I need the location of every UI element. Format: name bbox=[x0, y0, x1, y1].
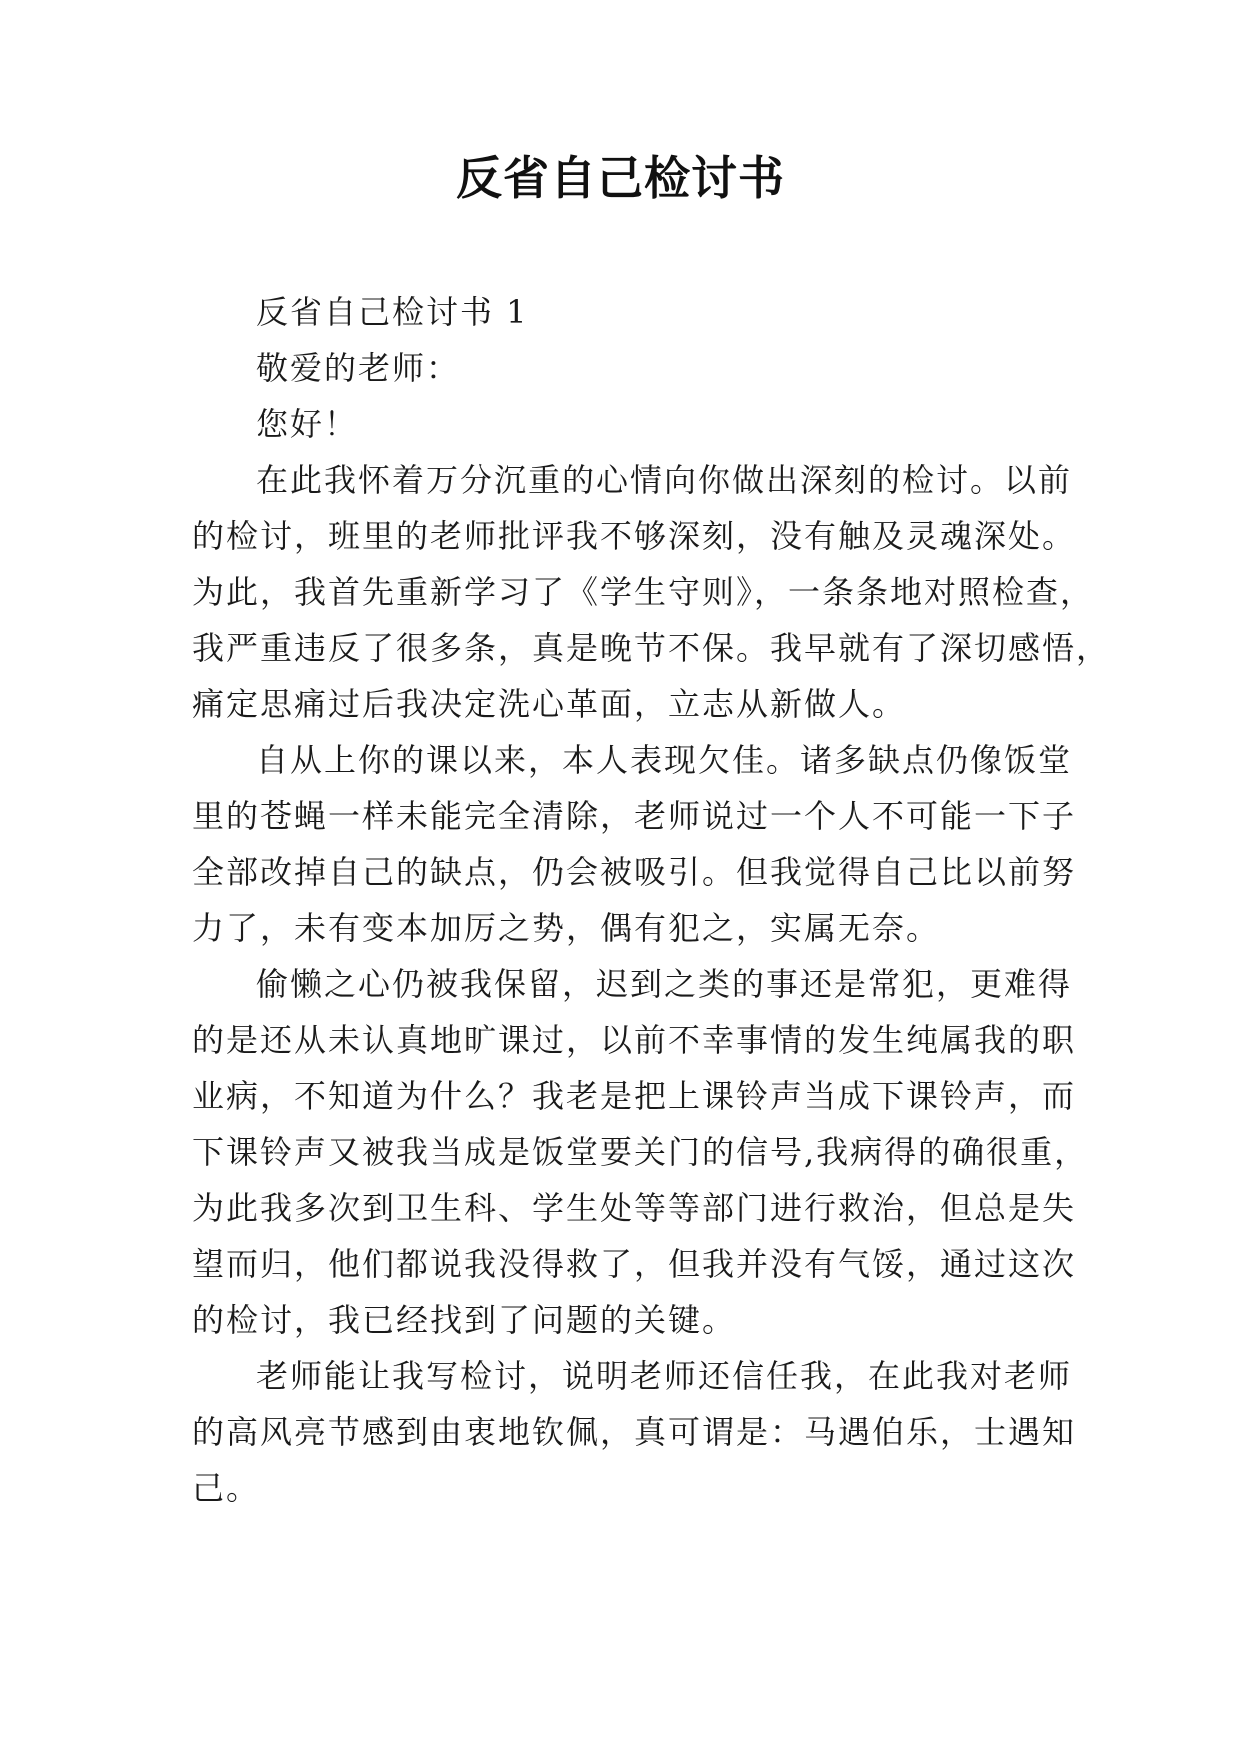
paragraph-3-line-6: 望而归，他们都说我没得救了，但我并没有气馁，通过这次 bbox=[192, 1245, 1077, 1283]
paragraph-3-line-4: 下课铃声又被我当成是饭堂要关门的信号,我病得的确很重， bbox=[192, 1133, 1089, 1171]
paragraph-2-line-1: 自从上你的课以来，本人表现欠佳。诸多缺点仍像饭堂 bbox=[256, 741, 1073, 779]
paragraph-3-line-1: 偷懒之心仍被我保留，迟到之类的事还是常犯，更难得 bbox=[256, 965, 1073, 1003]
paragraph-4-line-3: 己。 bbox=[192, 1469, 261, 1507]
paragraph-3-line-5: 为此我多次到卫生科、学生处等等部门进行救治，但总是失 bbox=[192, 1189, 1077, 1227]
paragraph-1-line-5: 痛定思痛过后我决定洗心革面，立志从新做人。 bbox=[192, 685, 907, 723]
paragraph-3-line-3: 业病，不知道为什么？我老是把上课铃声当成下课铃声，而 bbox=[192, 1077, 1077, 1115]
paragraph-2-line-2: 里的苍蝇一样未能完全清除，老师说过一个人不可能一下子 bbox=[192, 797, 1077, 835]
paragraph-1-line-1: 在此我怀着万分沉重的心情向你做出深刻的检讨。以前 bbox=[256, 461, 1073, 499]
paragraph-3-line-7: 的检讨，我已经找到了问题的关键。 bbox=[192, 1301, 737, 1339]
greeting: 您好！ bbox=[256, 405, 359, 443]
paragraph-3-line-2: 的是还从未认真地旷课过，以前不幸事情的发生纯属我的职 bbox=[192, 1021, 1077, 1059]
paragraph-4-line-1: 老师能让我写检讨，说明老师还信任我，在此我对老师 bbox=[256, 1357, 1073, 1395]
document-title: 反省自己检讨书 bbox=[456, 151, 785, 205]
paragraph-2-line-4: 力了，未有变本加厉之势，偶有犯之，实属无奈。 bbox=[192, 909, 941, 947]
paragraph-2-line-3: 全部改掉自己的缺点，仍会被吸引。但我觉得自己比以前努 bbox=[192, 853, 1077, 891]
paragraph-1-line-4: 我严重违反了很多条，真是晚节不保。我早就有了深切感悟， bbox=[192, 629, 1111, 667]
document-body bbox=[192, 284, 1111, 1516]
paragraph-4-line-2: 的高风亮节感到由衷地钦佩，真可谓是：马遇伯乐，士遇知 bbox=[192, 1413, 1077, 1451]
paragraph-1-line-3: 为此，我首先重新学习了《学生守则》，一条条地对照检查， bbox=[192, 573, 1095, 611]
section-heading: 反省自己检讨书 1 bbox=[256, 293, 529, 331]
salutation: 敬爱的老师： bbox=[256, 349, 461, 387]
paragraph-1-line-2: 的检讨，班里的老师批评我不够深刻，没有触及灵魂深处。 bbox=[192, 517, 1077, 555]
